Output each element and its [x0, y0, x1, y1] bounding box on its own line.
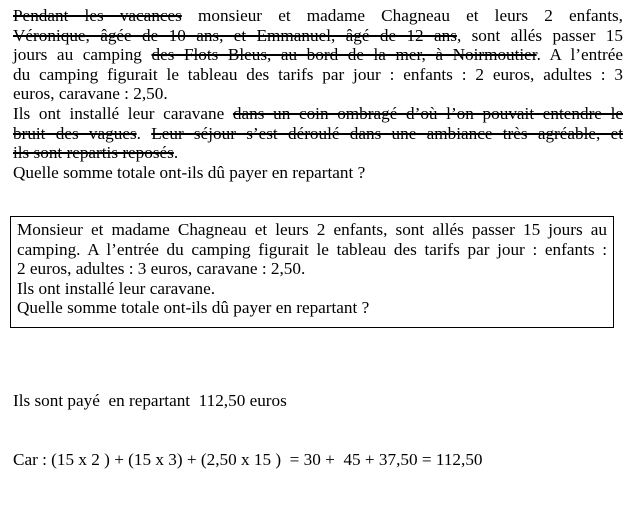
simplified-question: Quelle somme totale ont-ils dû payer en repartant ?	[17, 298, 370, 318]
kept-text: .	[136, 123, 152, 143]
kept-text: .	[173, 143, 179, 163]
struck-text: bruit des vagues	[13, 123, 137, 143]
original-line-7	[13, 124, 623, 144]
struck-text: Leur séjour s’est déroulé dans une ambiance très agréable, et	[151, 123, 623, 143]
struck-text: des Flots Bleus, au bord de la mer, à Noirmoutier	[151, 45, 537, 65]
kept-text: jours au camping	[13, 45, 152, 65]
original-line-5: euros, caravane : 2,50.	[13, 84, 168, 104]
struck-text: Pendant les vacances	[13, 6, 182, 25]
original-problem-paragraph	[13, 6, 623, 182]
struck-text: ils sont repartis reposés	[13, 143, 174, 163]
simplified-line-3: 2 euros, adultes : 3 euros, caravane : 2,50.	[17, 259, 306, 279]
answer-section	[13, 352, 623, 509]
kept-text: . A l’entrée	[536, 45, 624, 65]
kept-text: Ils ont installé leur caravane	[13, 103, 233, 123]
original-line-1	[13, 6, 623, 26]
original-question: Quelle somme totale ont-ils dû payer en repartant ?	[13, 162, 366, 182]
kept-text: monsieur et madame Chagneau et leurs 2 enfants,	[181, 6, 623, 25]
struck-text: dans un coin ombragé d’où l’on pouvait entendre le	[232, 103, 623, 123]
answer-calculation: Car : (15 x 2 ) + (15 x 3) + (2,50 x 15 ) = 30 + 45 + 37,50 = 112,50	[13, 449, 483, 469]
original-line-3	[13, 45, 623, 65]
simplified-line-1: Monsieur et madame Chagneau et leurs 2 enfants, sont allés passer 15 jours au	[17, 220, 607, 239]
simplified-line-4: Ils ont installé leur caravane.	[17, 278, 216, 298]
original-line-8	[13, 143, 623, 163]
simplified-line-2: camping. A l’entrée du camping figurait le tableau des tarifs par jour : enfants :	[17, 239, 607, 259]
simplified-problem-box	[10, 216, 614, 328]
kept-text: , sont allés passer 15	[456, 25, 623, 45]
struck-text: Véronique, âgée de 10 ans, et Emmanuel, âgé de 12 ans	[13, 25, 457, 45]
answer-statement: Ils sont payé en repartant 112,50 euros	[13, 391, 287, 411]
original-line-2	[13, 26, 623, 46]
original-line-4: du camping figurait le tableau des tarifs par jour : enfants : 2 euros, adultes : 3	[13, 64, 623, 84]
original-line-6	[13, 104, 623, 124]
